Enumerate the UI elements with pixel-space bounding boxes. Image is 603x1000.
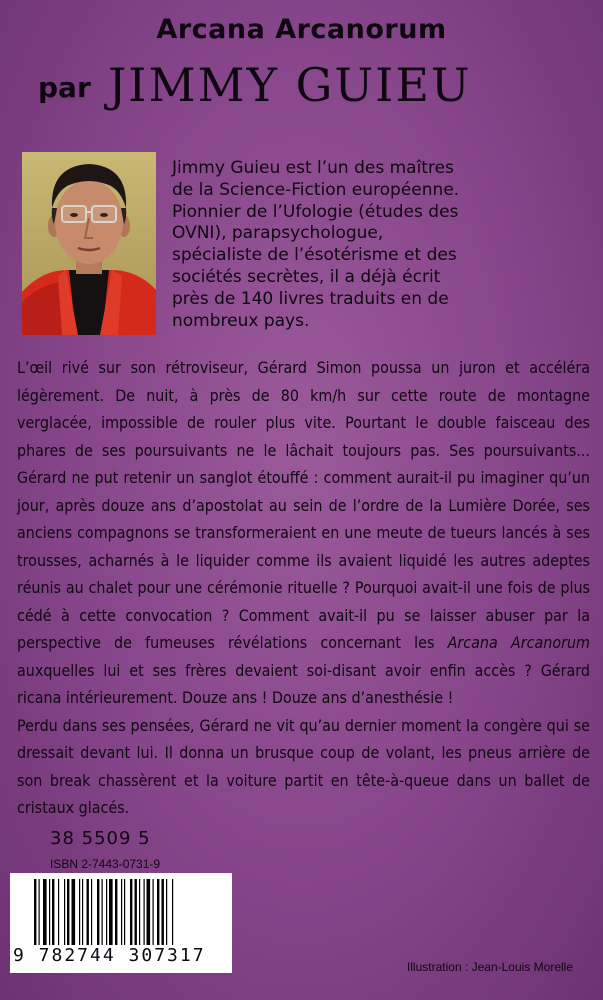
synopsis-paragraph-1: L’œil rivé sur son rétroviseur, Gérard Simon poussa un juron et accéléra légèrement. De nuit, à près de 80 km/h sur cette route de montagne verglacée, impossible de rouler plus vite. Pourtant le double faisceau des phares de ses poursuivants ne le lâchait toujours pas. Ses poursuivants... Gérard ne put retenir un sanglot étouffé : comment aurait-il pu imaginer qu’un jour, après douze ans d’apostolat au sein de l’ordre de la Lumière Dorée, ses anciens compagnons se transformeraient en une meute de tueurs lancés à ses trousses, acharnés à le liquider comme ils avaient liquidé les autres adeptes réunis au chalet pour une cérémonie rituelle ? Pourquoi avait-il une fois de plus cédé à cette convocation ? Comment avait-il pu se laisser abuser par la perspective de fumeuses révélations concernant les Arcana Arcanorum auxquelles lui et ses frères devaient soi-disant avoir enfin accès ? Gérard ricana intérieurement. Douze ans ! Douze ans d’anesthésie ! xyxy=(17,358,591,707)
barcode-number: 9 782744 307317 xyxy=(13,945,206,966)
product-code: 38 5509 5 xyxy=(50,828,151,849)
synopsis-paragraph-2: Perdu dans ses pensées, Gérard ne vit qu’au dernier moment la congère qui se dressait devant lui. Il donna un brusque coup de volant, les pneus arrière de son break chassèrent et la voiture partit en tête-à-queue dans un ballet de cristaux glacés. xyxy=(17,715,590,817)
book-title: Arcana Arcanorum xyxy=(156,14,447,45)
author-photo xyxy=(22,152,156,335)
author-prefix: par xyxy=(38,71,91,104)
inline-title: Arcana Arcanorum xyxy=(447,633,591,652)
barcode xyxy=(10,873,232,973)
synopsis xyxy=(17,354,590,822)
author-line xyxy=(38,58,472,112)
isbn: ISBN 2-7443-0731-9 xyxy=(50,857,161,871)
illustration-credit: Illustration : Jean-Louis Morelle xyxy=(406,960,573,974)
author-bio: Jimmy Guieu est l’un des maîtres de la Science-Fiction européenne. Pionnier de l’Ufologie (études des OVNI), parapsychologue, spécialiste de l’ésotérisme et des sociétés secrètes, il a déjà écrit près de 140 livres traduits en de nombreux pays. xyxy=(172,158,460,331)
barcode-bars xyxy=(34,879,214,945)
author-name: JIMMY GUIEU xyxy=(107,58,472,112)
